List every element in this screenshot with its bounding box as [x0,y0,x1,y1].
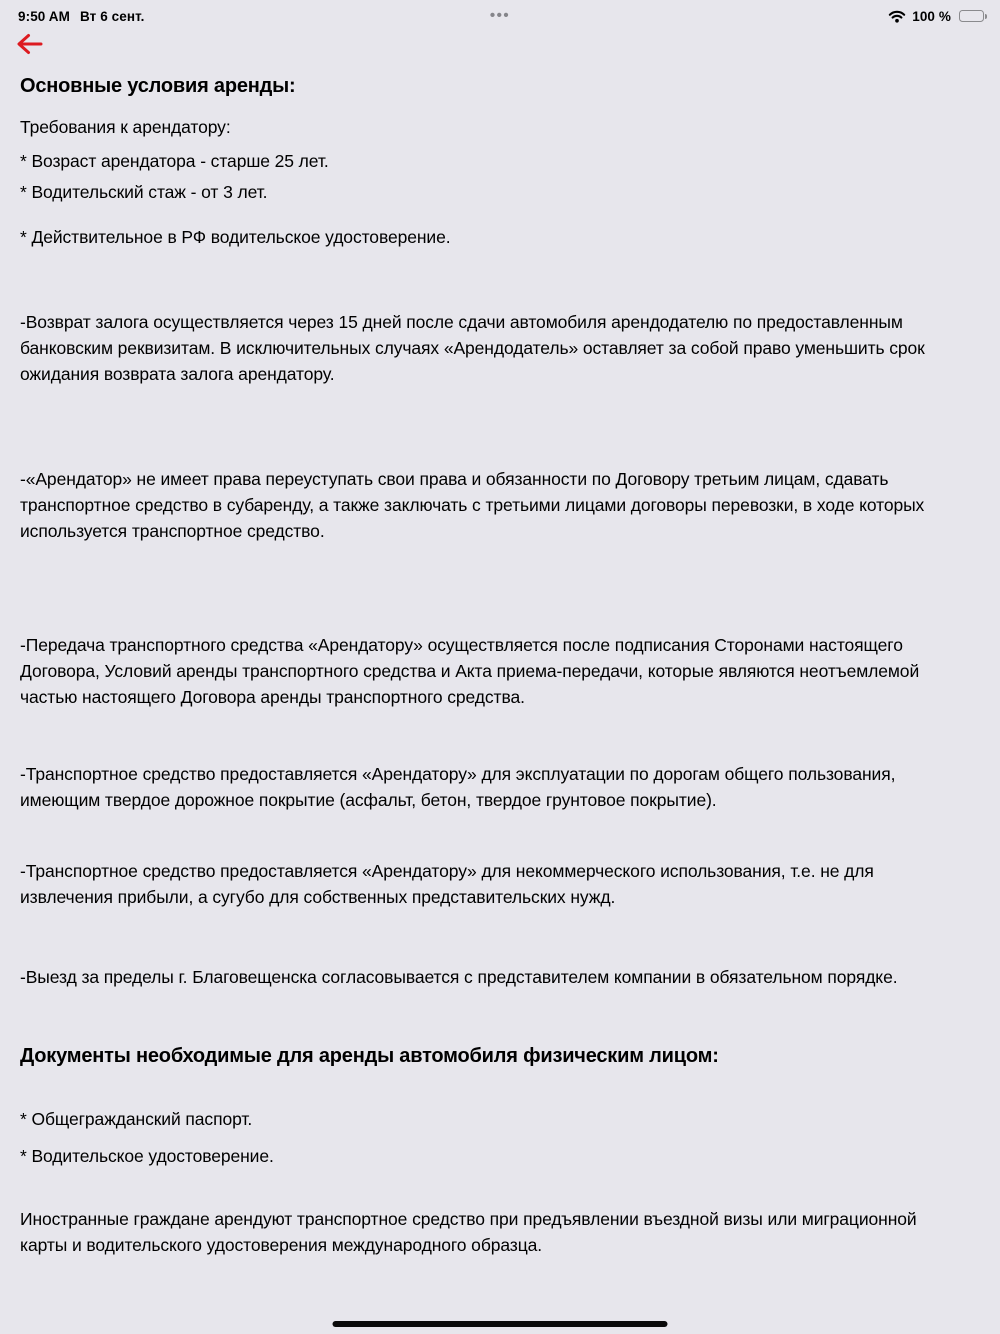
back-button[interactable] [10,30,48,58]
paragraph: * Водительский стаж - от 3 лет. [20,182,268,202]
doc-heading-required-documents: Документы необходимые для аренды автомобиля физическим лицом: [20,1045,719,1067]
status-bar [0,0,1000,26]
paragraph: * Общегражданский паспорт. [20,1109,253,1129]
multitasking-dots-icon[interactable]: ••• [489,7,511,24]
battery-icon [959,10,984,22]
paragraph: -«Арендатор» не имеет права переуступать свои права и обязанности по Договору третьим лицам, сдавать транспортное средство в субаренду, а также заключать с третьими лицами договоры перевозки, в ходе которых используется транспортное средство. [20,469,925,541]
document-content [0,60,1000,1258]
paragraph: -Транспортное средство предоставляется «Арендатору» для некоммерческого использования, т.е. не для извлечения прибыли, а сугубо для собственных представительских нужд. [20,861,874,907]
paragraph: * Водительское удостоверение. [20,1146,274,1166]
back-arrow-icon [14,32,44,56]
paragraph: -Транспортное средство предоставляется «Арендатору» для эксплуатации по дорогам общего пользования, имеющим твердое дорожное покрытие (асфальт, бетон, твердое грунтовое покрытие). [20,764,896,810]
doc-heading-rental-terms: Основные условия аренды: [20,75,296,97]
paragraph: Требования к арендатору: [20,117,231,137]
home-indicator[interactable] [333,1321,668,1327]
status-time: 9:50 AM [18,8,70,24]
nav-bar [0,28,1000,60]
paragraph: * Действительное в РФ водительское удостоверение. [20,227,451,247]
status-right-group [888,9,984,24]
battery-percent: 100 % [912,8,951,24]
paragraph: Иностранные граждане арендуют транспортное средство при предъявлении въездной визы или миграционной карты и водительского удостоверения международного образца. [20,1209,917,1255]
paragraph: -Выезд за пределы г. Благовещенска согласовывается с представителем компании в обязательном порядке. [20,967,898,987]
paragraph: -Возврат залога осуществляется через 15 дней после сдачи автомобиля арендодателю по предоставленным банковским реквизитам. В исключительных случаях «Арендодатель» оставляет за собой право уменьшить срок ожидания возврата залога арендатору. [20,312,925,384]
wifi-icon [888,9,906,23]
status-left-group [18,9,145,24]
paragraph: * Возраст арендатора - старше 25 лет. [20,151,329,171]
status-date: Вт 6 сент. [79,8,145,24]
paragraph: -Передача транспортного средства «Арендатору» осуществляется после подписания Сторонами настоящего Договора, Условий аренды транспортного средства и Акта приема-передачи, которые являются неотъемлемой частью настоящего Договора аренды транспортного средства. [20,635,920,707]
